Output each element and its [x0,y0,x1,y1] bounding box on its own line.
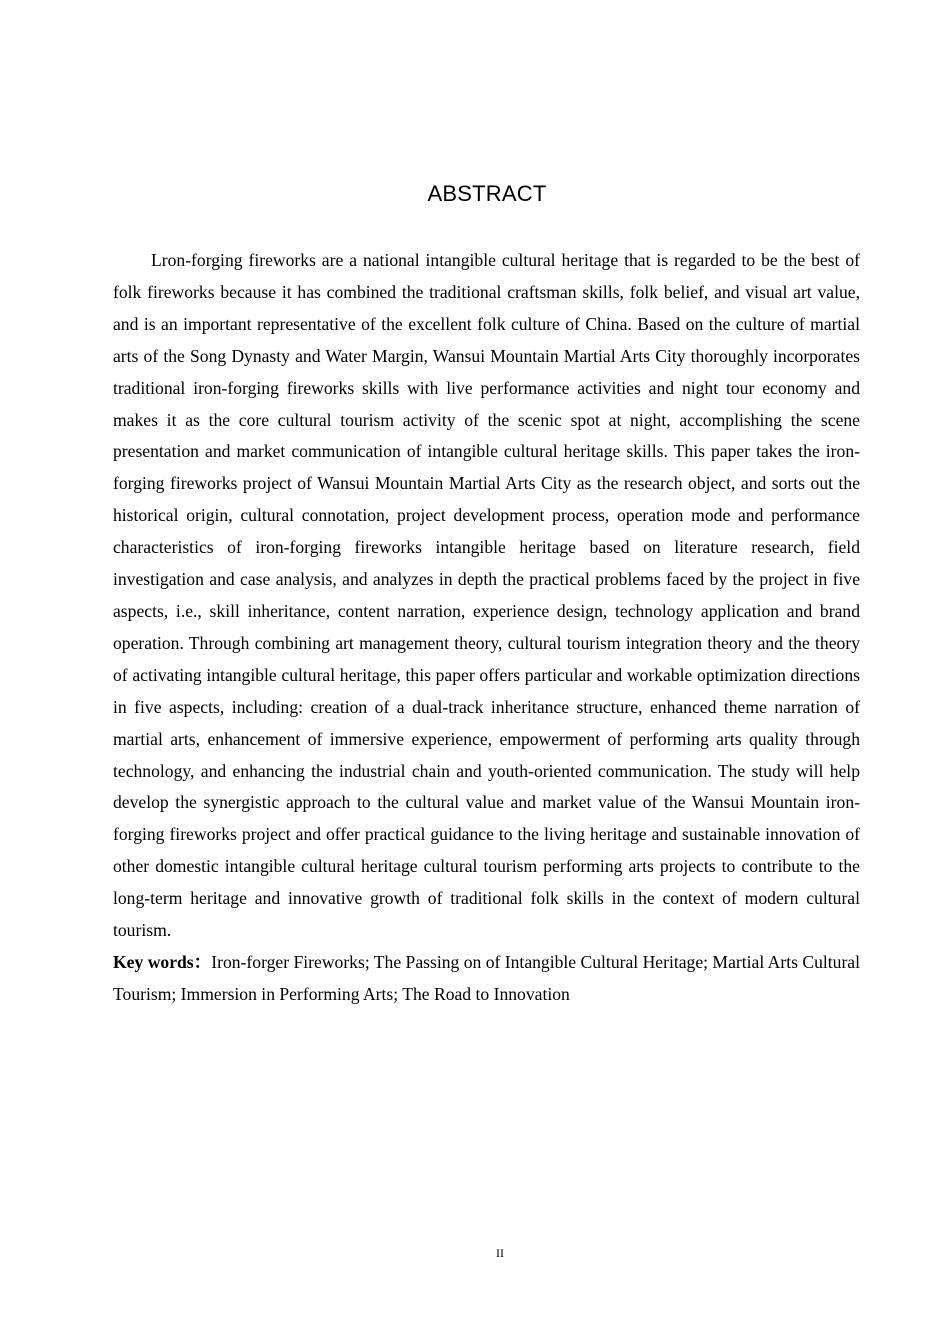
abstract-title: ABSTRACT [427,181,547,206]
keywords-label: Key words： [113,951,212,972]
page-number: II [496,1246,504,1260]
abstract-body [113,245,860,1011]
keywords-line [113,947,860,1011]
keywords-text: Iron-forger Fireworks; The Passing on of Intangible Cultural Heritage; Martial Arts Cultural Tourism; Immersion in Performing Arts; The Road to Innovation [113,951,861,1004]
abstract-paragraph: Lron-forging fireworks are a national intangible cultural heritage that is regarded to be the best of folk fireworks because it has combined the traditional craftsman skills, folk belief, and visual art value, and is an important representative of the excellent folk culture of China. Based on the culture of martial arts of the Song Dynasty and Water Margin, Wansui Mountain Martial Arts City thoroughly incorporates traditional iron-forging fireworks skills with live performance activities and night tour economy and makes it as the core cultural tourism activity of the scenic spot at night, accomplishing the scene presentation and market communication of intangible cultural heritage skills. This paper takes the iron-forging fireworks project of Wansui Mountain Martial Arts City as the research object, and sorts out the historical origin, cultural connotation, project development process, operation mode and performance characteristics of iron-forging fireworks intangible heritage based on literature research, field investigation and case analysis, and analyzes in depth the practical problems faced by the project in five aspects, i.e., skill inheritance, content narration, experience design, technology application and brand operation. Through combining art management theory, cultural tourism integration theory and the theory of activating intangible cultural heritage, this paper offers particular and workable optimization directions in five aspects, including: creation of a dual-track inheritance structure, enhanced theme narration of martial arts, enhancement of immersive experience, empowerment of performing arts quality through technology, and enhancing the industrial chain and youth-oriented communication. The study will help develop the synergistic approach to the cultural value and market value of the Wansui Mountain iron-forging fireworks project and offer practical guidance to the living heritage and sustainable innovation of other domestic intangible cultural heritage cultural tourism performing arts projects to contribute to the long-term heritage and innovative growth of traditional folk skills in the context of modern cultural tourism. [113,250,860,941]
